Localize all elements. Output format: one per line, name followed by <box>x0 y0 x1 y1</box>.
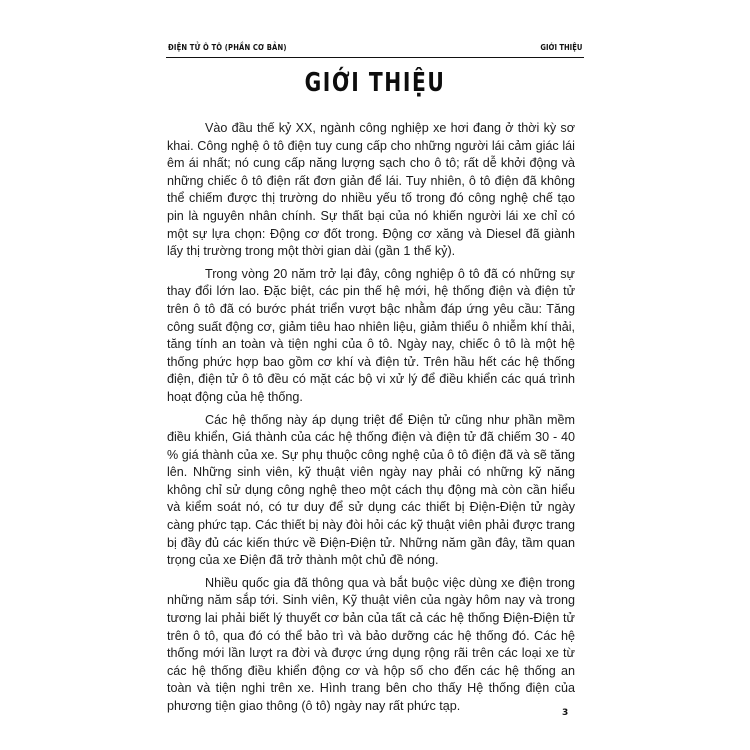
paragraph-3: Các hệ thống này áp dụng triệt để Điện tử cũng như phần mềm điều khiển, Giá thành của các hệ thống điện và điện tử đã chiếm 30 - 40 % giá thành của xe. Sự phụ thuộc công nghệ của ô tô điện đã và sẽ tăng lên. Những sinh viên, kỹ thuật viên ngày nay phải có những kỹ năng không chỉ sử dụng công nghệ theo một cách thụ động mà còn cần hiểu và kiểm soát nó, có tư duy để sử dụng các thiết bị Điện-Điện tử ngày càng phức tạp. Các thiết bị này đòi hỏi các kỹ thuật viên phải được trang bị đầy đủ các kiến thức về Điện-Điện tử. Những năm gần đây, tầm quan trọng của xe Điện đã trở thành một chủ đề nóng. <box>167 412 575 568</box>
body-text <box>167 120 575 721</box>
paragraph-1: Vào đầu thế kỷ XX, ngành công nghiệp xe hơi đang ở thời kỳ sơ khai. Công nghệ ô tô điện tuy cung cấp cho những người lái cảm giác lái êm ái nhất; nó cung cấp năng lượng sạch cho ô tô; rất dễ khởi động và những chiếc ô tô điện rất đơn giản để lái. Tuy nhiên, ô tô điện đã không thể chiếm được thị trường do nhiều yếu tố trong đó công nghệ chế tạo pin là nguyên nhân chính. Sự thất bại của nó khiến người lái xe chỉ có một sự lựa chọn: Động cơ đốt trong. Động cơ xăng và Diesel đã giành lấy thị trường trong một thời gian dài (gần 1 thế kỷ). <box>167 121 575 259</box>
running-header <box>166 41 584 58</box>
paragraph-2: Trong vòng 20 năm trở lại đây, công nghiệp ô tô đã có những sự thay đổi lớn lao. Đặc biệt, các pin thế hệ mới, hệ thống điện và điện tử trên ô tô đã có bước phát triển vượt bậc nhằm đáp ứng yêu cầu: Tăng công suất động cơ, giảm tiêu hao nhiên liệu, giảm thiểu ô nhiễm khí thải, tăng tính an toàn và tiện nghi của ô tô. Ngày nay, chiếc ô tô là một hệ thống phức hợp bao gồm cơ khí và điện tử. Trên hầu hết các hệ thống điện, điện tử ô tô đều có mặt các bộ vi xử lý để điều khiển các quá trình hoạt động của hệ thống. <box>167 266 575 404</box>
page-number: 3 <box>562 708 569 718</box>
running-header-book-title: ĐIỆN TỬ Ô TÔ (PHẦN CƠ BẢN) <box>168 43 287 52</box>
paragraph-4: Nhiều quốc gia đã thông qua và bắt buộc việc dùng xe điện trong những năm sắp tới. Sinh viên, Kỹ thuật viên của ngày hôm nay và trong tương lai phải biết lý thuyết cơ bản của tất cả các hệ thống Điện-Điện tử trên ô tô, qua đó có thể bảo trì và bảo dưỡng các hệ thống đó. Các hệ thống mới lần lượt ra đời và được ứng dụng rộng rãi trên các loại xe từ các hệ thống điều khiển động cơ và hộp số cho đến các hệ thống an toàn và tiện nghi trên xe. Hình trang bên cho thấy Hệ thống điện của phương tiện giao thông (ô tô) ngày nay rất phức tạp. <box>167 575 575 713</box>
running-header-chapter: GIỚI THIỆU <box>540 43 582 52</box>
chapter-title: GIỚI THIỆU <box>304 68 446 98</box>
